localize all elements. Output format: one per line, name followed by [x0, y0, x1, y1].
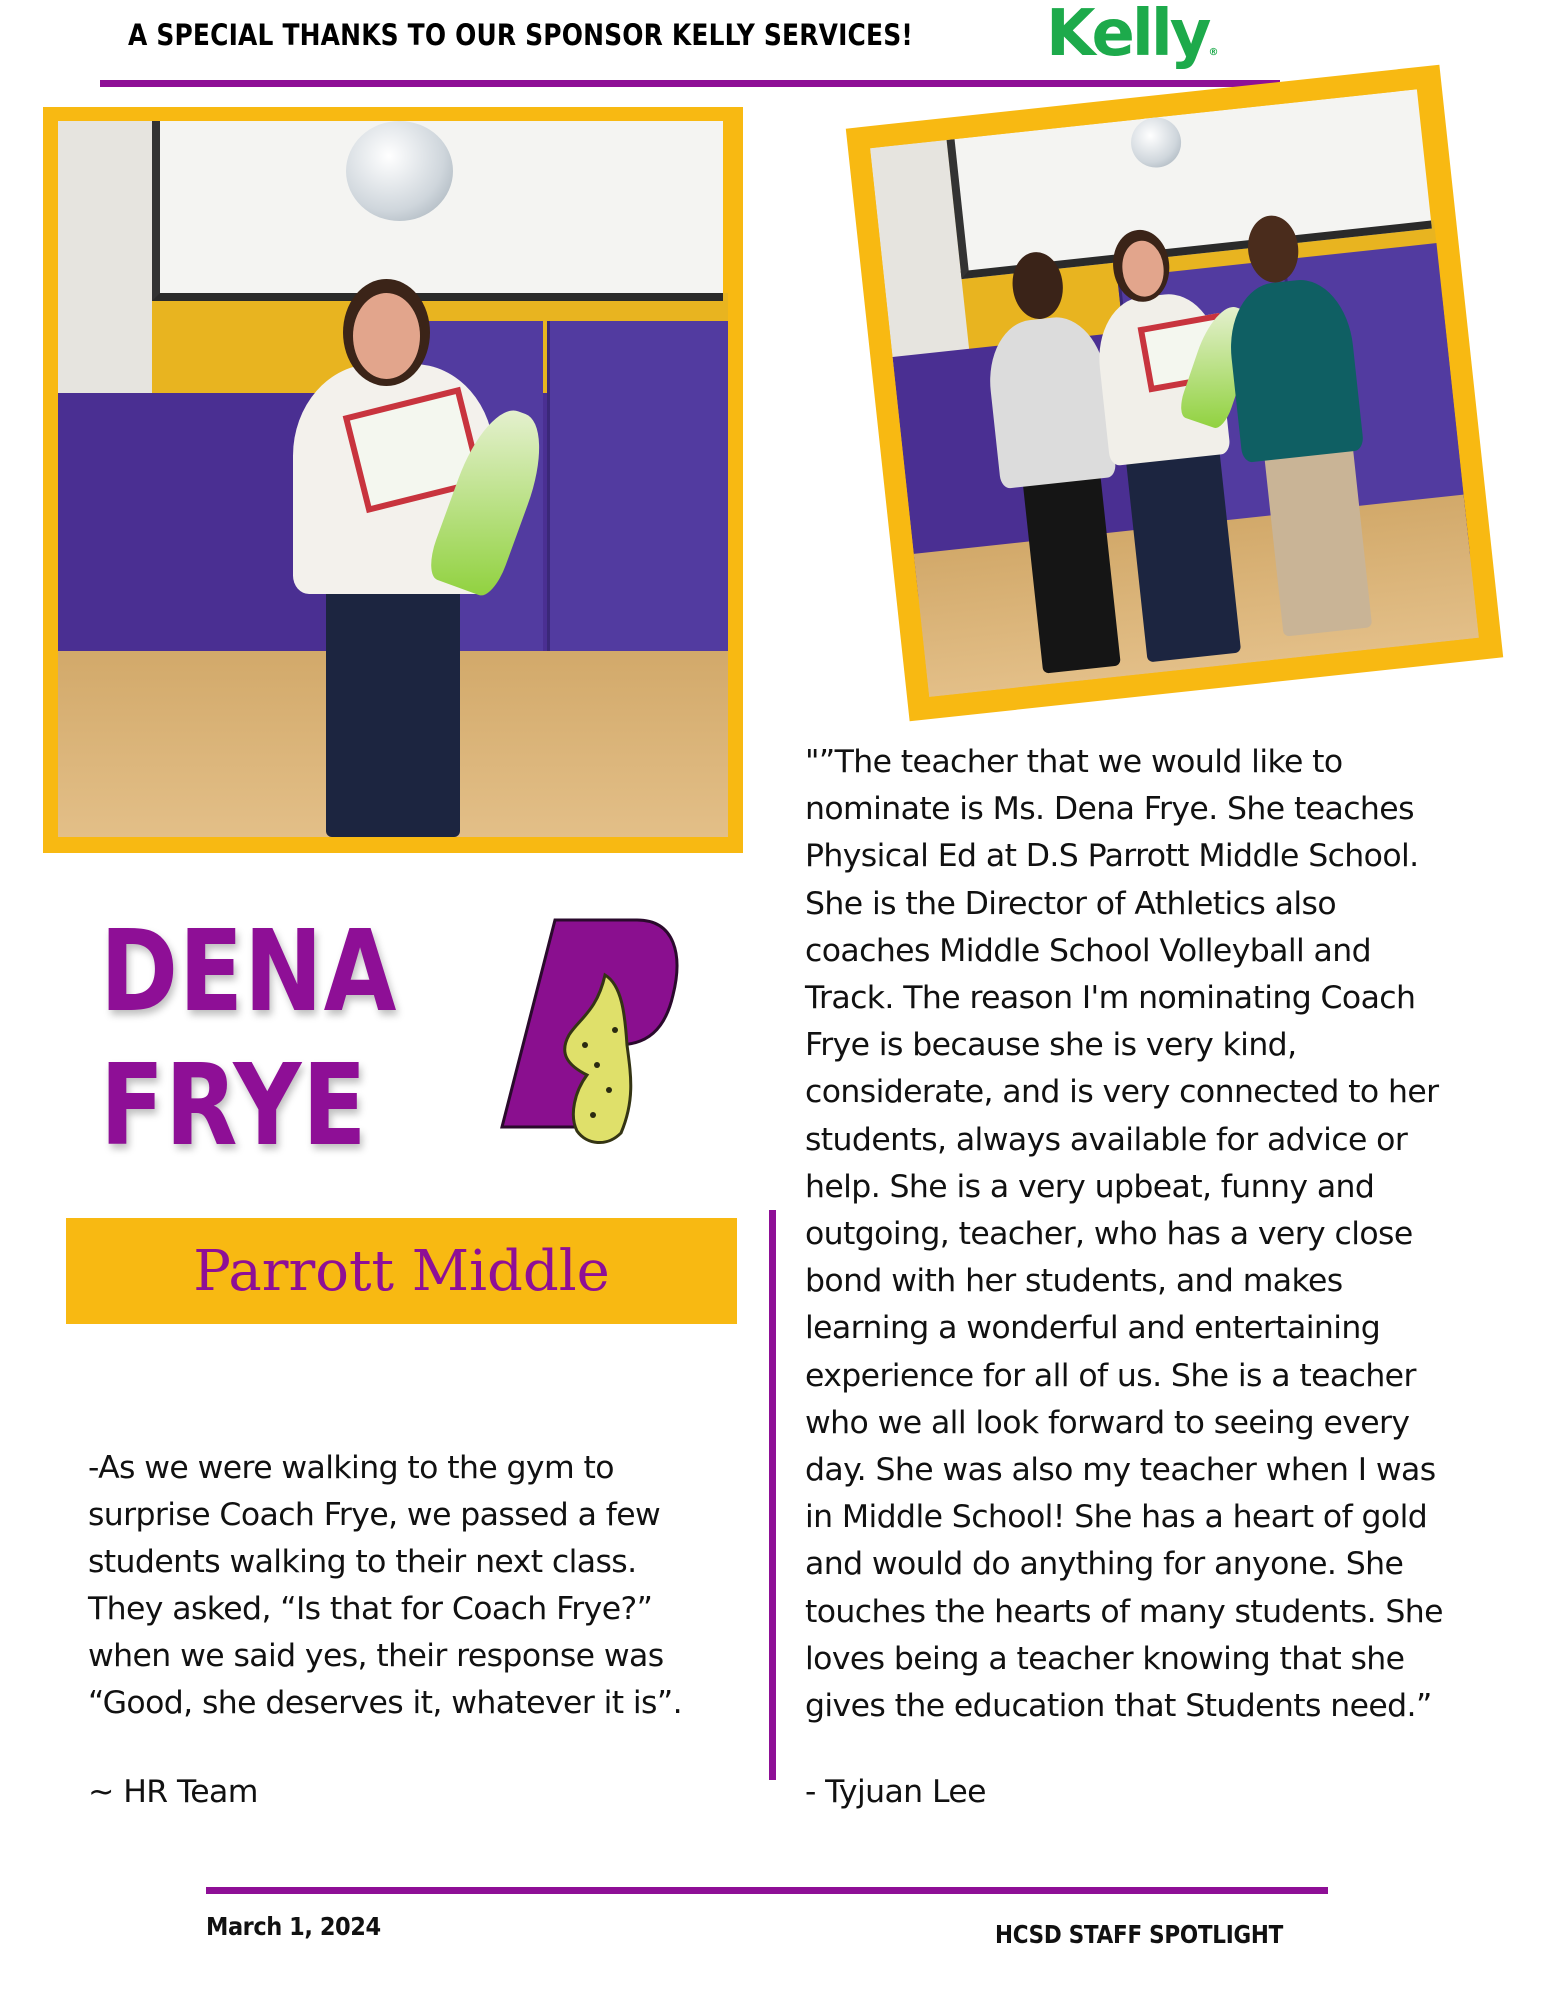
quote-line: outgoing, teacher, who has a very close — [805, 1216, 1413, 1253]
quote-line: Track. The reason I'm nominating Coach — [805, 980, 1416, 1017]
kelly-logo-text: Kelly — [1046, 0, 1209, 71]
quote-line: help. She is a very upbeat, funny and — [805, 1168, 1375, 1205]
school-name-banner — [66, 1218, 737, 1324]
quote-line: "”The teacher that we would like to — [805, 744, 1343, 780]
nomination-quote — [805, 739, 1525, 1730]
publication-date: March 1, 2024 — [206, 1912, 381, 1941]
quote-line: learning a wonderful and entertaining — [805, 1310, 1381, 1347]
story-line: They asked, “Is that for Coach Frye?” — [88, 1591, 653, 1627]
balloon-icon — [346, 121, 453, 221]
honoree-name — [100, 905, 397, 1173]
quote-line: nominate is Ms. Dena Frye. She teaches — [805, 791, 1414, 828]
hr-team-signature: ~ HR Team — [88, 1774, 258, 1810]
quote-line: day. She was also my teacher when I was — [805, 1452, 1436, 1489]
newsletter-title: HCSD STAFF SPOTLIGHT — [995, 1920, 1284, 1949]
quote-line: experience for all of us. She is a teacher — [805, 1357, 1416, 1394]
quote-line: Physical Ed at D.S Parrott Middle School. — [805, 838, 1419, 875]
footer-divider — [206, 1887, 1328, 1894]
story-line: students walking to their next class. — [88, 1544, 637, 1580]
school-logo-icon — [497, 915, 682, 1150]
quote-line: gives the education that Students need.” — [805, 1688, 1432, 1725]
kelly-logo — [1046, 0, 1219, 71]
person-face — [353, 293, 420, 379]
sponsor-thanks-heading: A SPECIAL THANKS TO OUR SPONSOR KELLY SERVICES! — [128, 18, 913, 52]
story-line: -As we were walking to the gym to — [88, 1450, 614, 1486]
honoree-photo-frame — [43, 107, 743, 853]
header-divider — [100, 80, 1280, 87]
group-photo-frame — [846, 65, 1503, 722]
quote-line: bond with her students, and makes — [805, 1263, 1343, 1300]
group-photo — [870, 89, 1479, 697]
gym-wall-white — [58, 121, 152, 407]
honoree-last-name: FRYE — [100, 1041, 368, 1171]
person-legs — [326, 551, 460, 837]
quote-line: considerate, and is very connected to her — [805, 1074, 1439, 1111]
honoree-first-name: DENA — [100, 907, 398, 1037]
quote-line: She is the Director of Athletics also — [805, 885, 1336, 922]
nominator-signature: - Tyjuan Lee — [805, 1774, 986, 1810]
story-line: surprise Coach Frye, we passed a few — [88, 1497, 661, 1533]
quote-line: in Middle School! She has a heart of gold — [805, 1499, 1428, 1536]
quote-line: touches the hearts of many students. She — [805, 1593, 1443, 1630]
honoree-photo — [58, 121, 728, 837]
hr-team-story — [88, 1445, 748, 1727]
quote-line: coaches Middle School Volleyball and — [805, 932, 1372, 969]
quote-line: loves being a teacher knowing that she — [805, 1640, 1405, 1677]
column-divider — [769, 1210, 776, 1780]
story-line: “Good, she deserves it, whatever it is”. — [88, 1685, 682, 1721]
story-line: when we said yes, their response was — [88, 1638, 664, 1674]
quote-line: who we all look forward to seeing every — [805, 1404, 1410, 1441]
quote-line: Frye is because she is very kind, — [805, 1027, 1297, 1064]
school-name: Parrott Middle — [193, 1238, 610, 1304]
quote-line: students, always available for advice or — [805, 1121, 1408, 1158]
quote-line: and would do anything for anyone. She — [805, 1546, 1404, 1583]
registered-mark: ® — [1208, 47, 1219, 58]
